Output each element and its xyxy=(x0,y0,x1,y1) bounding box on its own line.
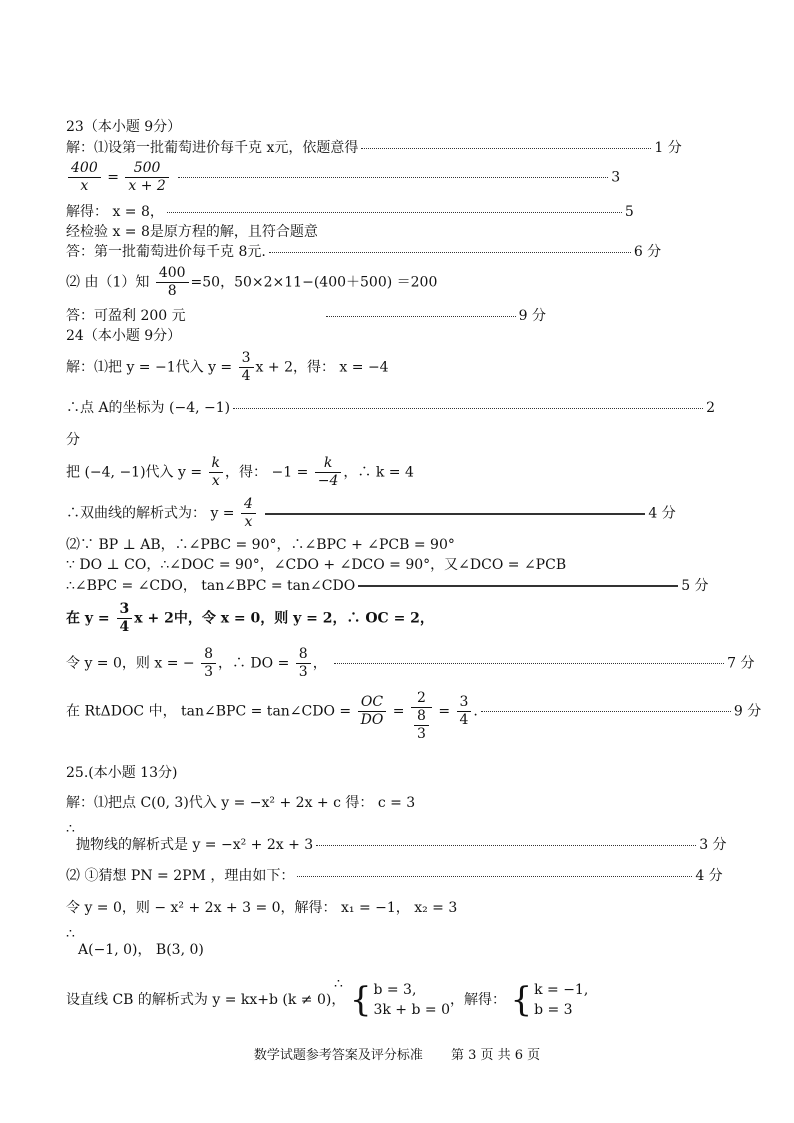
q23-line7-text: 答：可盈利 200 元 xyxy=(66,308,186,324)
q24-line8 xyxy=(66,601,434,636)
leader-dots xyxy=(167,212,622,213)
footer-title: 数学试题参考答案及评分标准 xyxy=(253,1048,423,1063)
equals: = xyxy=(392,703,405,720)
q23-line6-pre: ⑵ 由（1）知 xyxy=(66,274,150,291)
q23-line3-score: 5 xyxy=(624,204,634,220)
q24-line4-pre: ∴双曲线的解析式为： y = xyxy=(66,505,235,522)
fraction: $\frac{OC}{DO}$ xyxy=(358,694,387,729)
q24-line9-pre: 令 y = 0，则 x = − xyxy=(66,655,195,672)
equals: = xyxy=(438,703,451,720)
period: . xyxy=(473,703,478,720)
q24-line6: ∵ DO ⊥ CO，∴∠DOC = 90°，∠CDO + ∠DCO = 90°，又∠DCO = ∠PCB xyxy=(66,557,567,573)
q25-line3 xyxy=(66,867,723,885)
q24-line10-pre: 在 RtΔDOC 中， tan∠BPC = tan∠CDO = xyxy=(66,703,352,720)
q25-line3-text: ⑵ ①猜想 PN = 2PM ，理由如下： xyxy=(66,868,295,884)
leader-dots xyxy=(178,177,608,178)
q25-therefore-1: ∴ xyxy=(66,821,75,837)
leader-dots xyxy=(269,252,631,253)
q23-line1-text: 解：⑴设第一批葡萄进价每千克 x元，依题意得 xyxy=(66,140,359,156)
q24-line10-score: 9 分 xyxy=(733,703,762,720)
q24-line8-pre: 在 y = xyxy=(66,610,110,627)
leader-dots xyxy=(265,513,645,515)
q23-equation-score: 3 xyxy=(611,169,621,186)
q23-line5-score: 6 分 xyxy=(633,244,662,260)
q24-line10 xyxy=(66,690,761,743)
q24-line8-post: x + 2中，令 x = 0，则 y = 2，∴ OC = 2， xyxy=(134,610,434,627)
fraction: $\frac{3}{4}$ xyxy=(239,350,254,385)
q24-line3-post: ，∴ k = 4 xyxy=(343,464,414,481)
leader-dots xyxy=(334,663,724,664)
q24-line5: ⑵∵ BP ⊥ AB，∴∠PBC = 90°，∴∠BPC + ∠PCB = 90° xyxy=(66,537,455,553)
inner-fraction: $\frac{8}{3}$ xyxy=(414,708,429,743)
q24-line3 xyxy=(66,455,414,490)
q24-line4-score: 4 分 xyxy=(648,505,676,522)
q25-line5: A(−1, 0)， B(3, 0) xyxy=(78,942,204,958)
q25-therefore-3: ∴ xyxy=(334,976,343,992)
leader-dots xyxy=(361,148,651,149)
footer-page-number: 第 3 页 共 6 页 xyxy=(450,1048,541,1063)
q24-line4 xyxy=(66,496,676,531)
q24-line7 xyxy=(66,577,709,595)
fraction: $\frac{3}{4}$ xyxy=(117,601,133,636)
q24-line7-text: ∴∠BPC = ∠CDO， tan∠BPC = tan∠CDO xyxy=(66,578,356,594)
q23-line3-text: 解得： x = 8， xyxy=(66,204,164,220)
q25-line6 xyxy=(66,980,588,1020)
fraction: $\frac{k}{x}$ xyxy=(209,455,223,490)
q24-line1-pre: 解：⑴把 y = −1代入 y = xyxy=(66,359,233,376)
fraction: $\frac{400}{x}$ xyxy=(68,160,101,195)
q23-equation xyxy=(66,160,620,195)
leader-dots xyxy=(481,711,731,712)
q23-line5 xyxy=(66,243,661,261)
q25-header: 25.(本小题 13分) xyxy=(66,765,178,781)
q23-line7 xyxy=(66,307,546,325)
q24-line2 xyxy=(66,399,715,417)
complex-fraction: $\frac{2}{\frac{8}{3}}$ xyxy=(411,690,432,743)
fraction: $\frac{8}{3}$ xyxy=(296,646,311,681)
q24-line1 xyxy=(66,350,389,385)
left-brace: { xyxy=(510,980,533,1020)
q24-line9-mid: ，∴ DO = xyxy=(217,655,290,672)
q25-therefore-2: ∴ xyxy=(66,926,75,942)
q23-line1 xyxy=(66,139,682,157)
q25-line6-mid: ，解得： xyxy=(449,992,506,1008)
q24-line2-score: 2 xyxy=(706,400,716,416)
q23-header: 23（本小题 9分） xyxy=(66,119,182,135)
q23-line5-text: 答：第一批葡萄进价每千克 8元. xyxy=(66,244,266,260)
q25-line3-score: 4 分 xyxy=(695,868,723,884)
q24-line2-text: ∴点 A的坐标为 (−4, −1) xyxy=(66,400,231,416)
equals: = xyxy=(107,169,119,186)
leader-dots xyxy=(358,585,678,587)
leader-dots xyxy=(233,408,703,409)
page-footer xyxy=(0,1044,794,1063)
q24-line2-cont: 分 xyxy=(66,432,80,448)
left-brace: { xyxy=(349,980,372,1020)
q25-line2-text: 抛物线的解析式是 y = −x² + 2x + 3 xyxy=(76,837,314,853)
q24-line9-score: 7 分 xyxy=(727,655,755,672)
q25-line1: 解：⑴把点 C(0, 3)代入 y = −x² + 2x + c 得： c = 3 xyxy=(66,795,416,811)
q24-header: 24（本小题 9分） xyxy=(66,328,182,344)
fraction: $\frac{3}{4}$ xyxy=(457,694,472,729)
q23-line4: 经检验 x = 8是原方程的解，且符合题意 xyxy=(66,224,318,240)
fraction: $\frac{4}{x}$ xyxy=(241,496,256,531)
q24-line3-mid: ，得： −1 = xyxy=(225,464,309,481)
q23-line6 xyxy=(66,265,437,300)
q23-line3 xyxy=(66,203,634,221)
fraction: $\frac{8}{3}$ xyxy=(201,646,216,681)
fraction: $\frac{400}{8}$ xyxy=(156,265,189,300)
q23-line7-score: 9 分 xyxy=(518,308,546,324)
leader-dots xyxy=(297,876,692,877)
q24-line1-post: x + 2，得： x = −4 xyxy=(255,359,389,376)
q23-line1-score: 1 分 xyxy=(654,140,682,156)
q23-line6-post: =50，50×2×11−(400＋500) ＝200 xyxy=(190,274,438,291)
equation-system-2: k = −1, b = 3 xyxy=(534,982,589,1018)
q24-line7-score: 5 分 xyxy=(681,578,709,594)
q25-line4: 令 y = 0，则 − x² + 2x + 3 = 0，解得： x₁ = −1， x₂ = 3 xyxy=(66,900,458,916)
leader-dots xyxy=(326,316,516,317)
q24-line9 xyxy=(66,646,755,681)
q25-line6-pre: 设直线 CB 的解析式为 y = kx+b (k ≠ 0)， xyxy=(66,992,346,1008)
q25-line2-score: 3 分 xyxy=(699,837,727,853)
q24-line9-post: ， xyxy=(312,655,327,672)
leader-dots xyxy=(316,845,696,846)
q24-line3-pre: 把 (−4, −1)代入 y = xyxy=(66,464,203,481)
fraction: $\frac{k}{-4}$ xyxy=(315,455,342,490)
fraction: $\frac{500}{x + 2}$ xyxy=(125,160,168,195)
q25-line2 xyxy=(76,836,727,854)
equation-system-1: b = 3, 3k + b = 0 xyxy=(373,982,450,1018)
